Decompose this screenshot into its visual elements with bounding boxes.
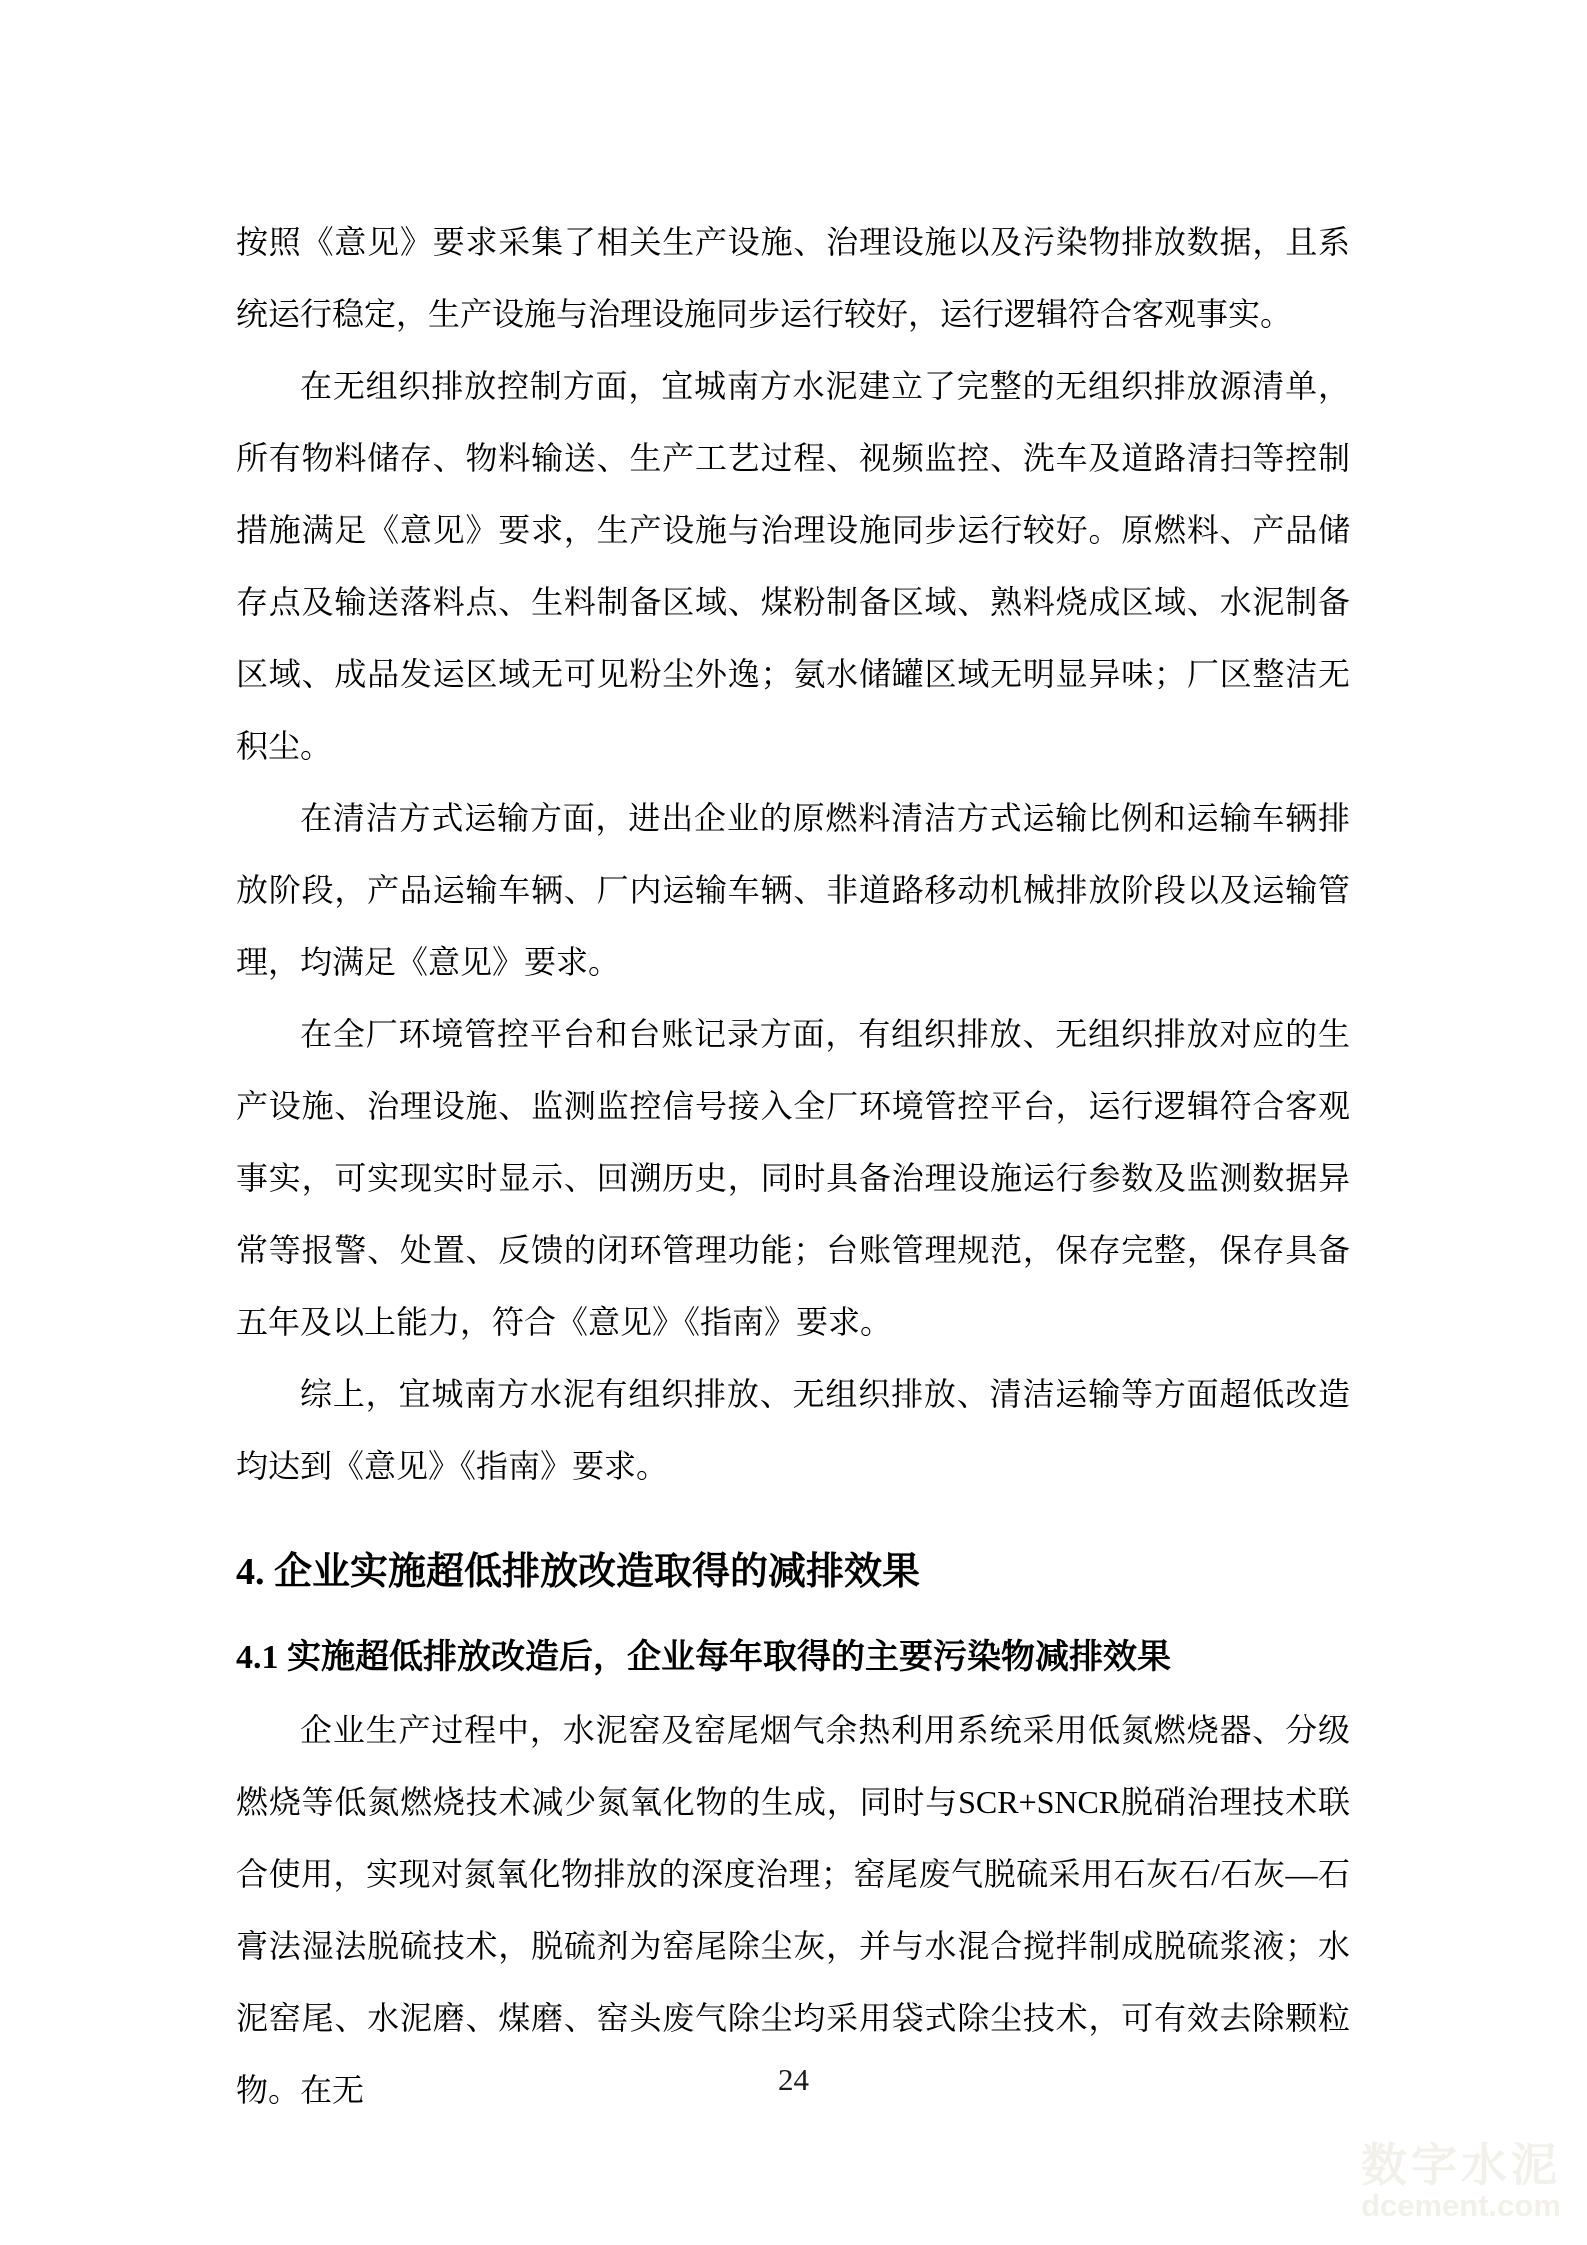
paragraph-clean-transport: 在清洁方式运输方面，进出企业的原燃料清洁方式运输比例和运输车辆排放阶段，产品运输车辆、厂内运输车辆、非道路移动机械排放阶段以及运输管理，均满足《意见》要求。 xyxy=(236,800,1350,980)
watermark-title: 数字水泥 xyxy=(1361,2139,1561,2191)
paragraph-emission-reduction: 企业生产过程中，水泥窑及窑尾烟气余热利用系统采用低氮燃烧器、分级燃烧等低氮燃烧技术减少氮氧化物的生成，同时与SCR+SNCR脱硝治理技术联合使用，实现对氮氧化物排放的深度治理；窑尾废气脱硫采用石灰石/石灰—石膏法湿法脱硫技术，脱硫剂为窑尾除尘灰，并与水混合搅拌制成脱硫浆液；水泥窑尾、水泥磨、煤磨、窑头废气除尘均采用袋式除尘技术，可有效去除颗粒物。在无 xyxy=(236,1712,1350,2108)
watermark xyxy=(1361,2141,1561,2223)
paragraph-management-platform: 在全厂环境管控平台和台账记录方面，有组织排放、无组织排放对应的生产设施、治理设施、监测监控信号接入全厂环境管控平台，运行逻辑符合客观事实，可实现实时显示、回溯历史，同时具备治理设施运行参数及监测数据异常等报警、处置、反馈的闭环管理功能；台账管理规范，保存完整，保存具备五年及以上能力，符合《意见》《指南》要求。 xyxy=(236,1016,1350,1340)
paragraph-summary: 综上，宜城南方水泥有组织排放、无组织排放、清洁运输等方面超低改造均达到《意见》《指南》要求。 xyxy=(236,1376,1350,1484)
page-number: 24 xyxy=(778,2062,809,2097)
page-content xyxy=(236,206,1350,2126)
paragraph-fugitive-emissions: 在无组织排放控制方面，宜城南方水泥建立了完整的无组织排放源清单，所有物料储存、物料输送、生产工艺过程、视频监控、洗车及道路清扫等控制措施满足《意见》要求，生产设施与治理设施同步运行较好。原燃料、产品储存点及输送落料点、生料制备区域、煤粉制备区域、熟料烧成区域、水泥制备区域、成品发运区域无可见粉尘外逸；氨水储罐区域无明显异味；厂区整洁无积尘。 xyxy=(236,368,1350,764)
watermark-domain: dcement.com xyxy=(1361,2188,1561,2223)
subsection-heading: 4.1 实施超低排放改造后，企业每年取得的主要污染物减排效果 xyxy=(236,1639,1171,1676)
paragraph-continued: 按照《意见》要求采集了相关生产设施、治理设施以及污染物排放数据，且系统运行稳定，生产设施与治理设施同步运行较好，运行逻辑符合客观事实。 xyxy=(236,224,1350,332)
section-heading: 4. 企业实施超低排放改造取得的减排效果 xyxy=(236,1551,921,1593)
